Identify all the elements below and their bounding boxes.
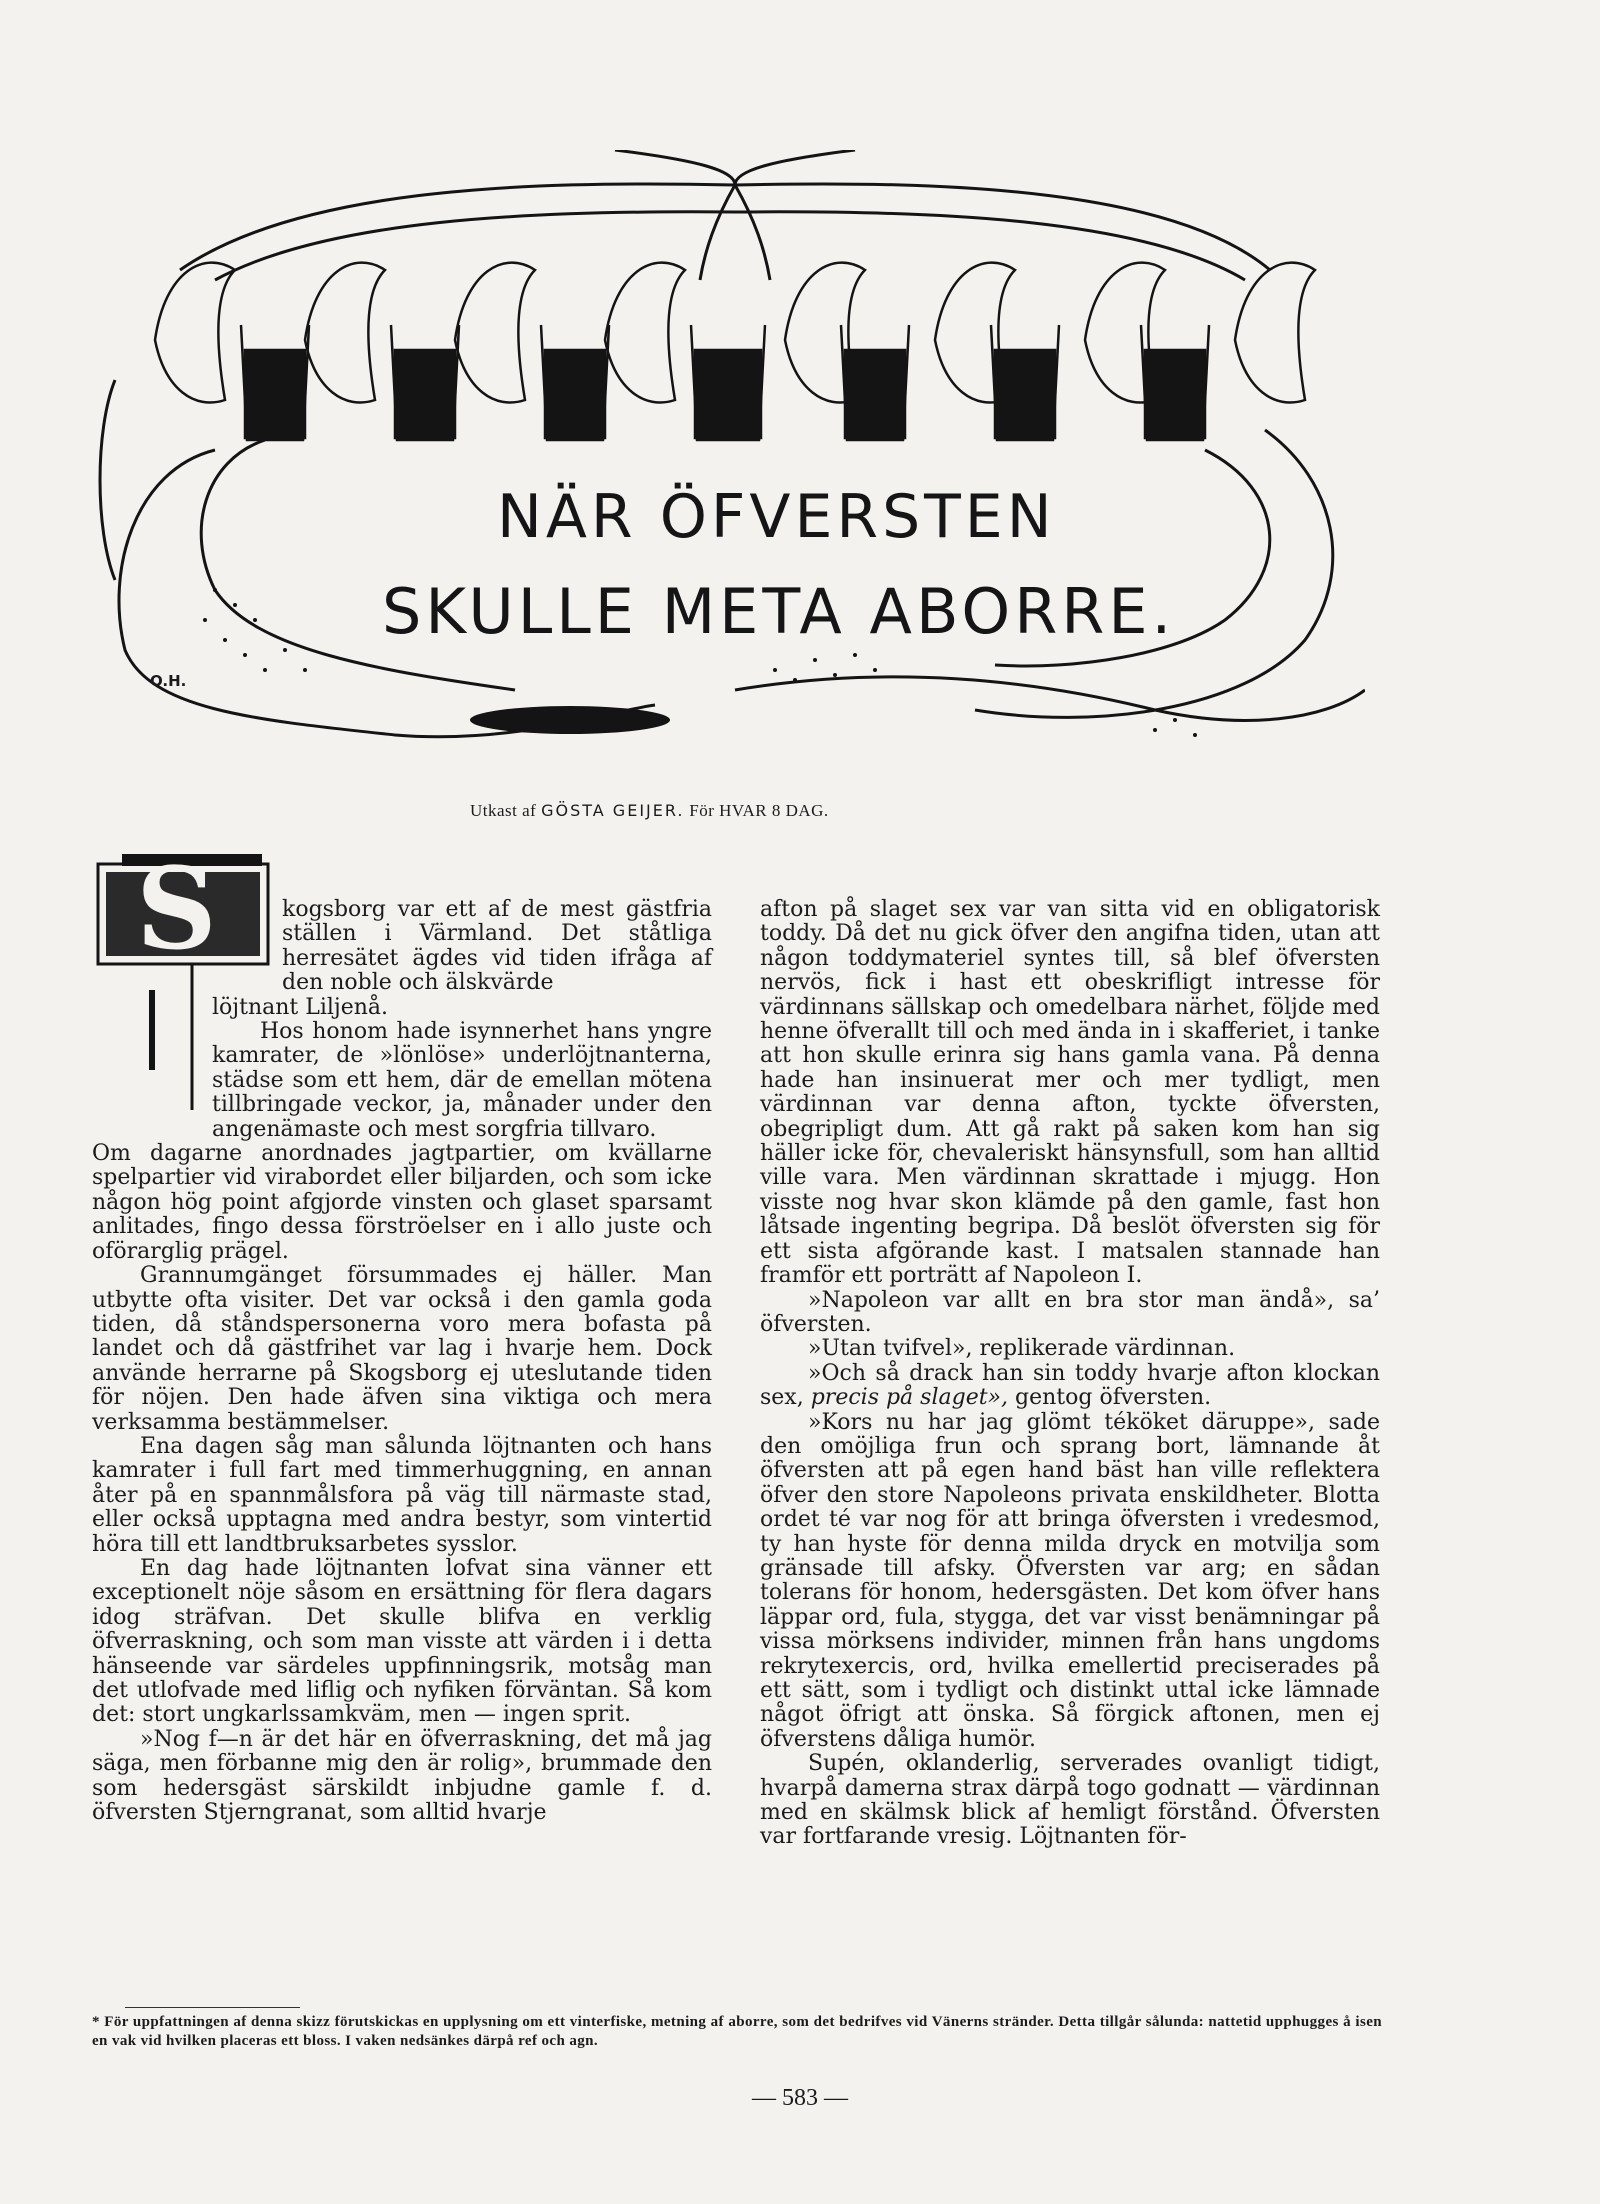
header-illustration xyxy=(95,150,1365,770)
paragraph: Ena dagen såg man sålunda löjtnanten och hans kamrater i full fart med timmerhuggning, en annan åter på en spannmålsfora på väg till närmaste stad, eller också upptagna med andra bestyr, som vintertid höra till ett landtbruksarbetes sysslor. xyxy=(92,1433,712,1557)
text-run: gentog öfversten. xyxy=(1015,1385,1212,1411)
paragraph: En dag hade löjtnanten lofvat sina vänner ett exceptionelt nöje såsom en ersättning för flera dagars idog sträfvan. Det skulle blifva en verklig öfverraskning, och som man visste att värden i i detta hänseende var särdeles uppfinningsrik, motsåg man det utlofvade med liflig och nyfiken förväntan. Så kom det: stort ungkarlssamkväm, men — ingen sprit. xyxy=(92,1555,712,1728)
paragraph: kogsborg var ett af de mest gästfria ställen i Värmland. Det ståtliga herresätet ägdes vid tiden ifråga af den noble och älskvärde xyxy=(282,897,712,996)
paragraph: »Kors nu har jag glömt téköket däruppe», sade den omöjliga frun och sprang bort, lämnande åt öfversten att på egen hand bäst han ville reflektera öfver den store Napoleons privata enskildheter. Blotta ordet té var nog för att bringa öfversten i vredesmod, ty han hyste för denna milda dryck en motvilja som gränsade till afsky. Öfversten var arg; en sådan tolerans för honom, hedersgästen. Det kom öfver hans läppar ord, fula, stygga, det var visst benämningar på vissa mörksens individer, minnen från hans ungdoms rekrytexercis, ord, hvilka emellertid preciserades på ett sätt, som i tydligt och distinkt uttal icke lämnade något öfrigt att önska. Så förgick aftonen, men ej öfverstens dåliga humör. xyxy=(760,1409,1380,1752)
right-column xyxy=(760,898,1380,1850)
title-line-2: SKULLE META ABORRE. xyxy=(382,575,1176,648)
emphasis: precis på slaget», xyxy=(810,1385,1009,1411)
byline-prefix: Utkast af xyxy=(470,801,537,820)
dropcap-letter: S xyxy=(136,844,217,975)
paragraph: »Nog f—n är det här en öfverraskning, det må jag säga, men förbanne mig den är rolig», brummade den som hedersgäst särskildt inbjudne gamle f. d. öfversten Stjerngranat, som alltid hvarje xyxy=(92,1726,712,1826)
illustrator-monogram: O.H. xyxy=(150,672,187,690)
byline xyxy=(470,801,1170,821)
page-number: — 583 — xyxy=(752,2085,848,2111)
footnote-rule xyxy=(125,2007,300,2008)
title-line-1: NÄR ÖFVERSTEN xyxy=(497,482,1056,552)
byline-source: För HVAR 8 DAG. xyxy=(689,801,829,820)
paragraph: Supén, oklanderlig, serverades ovanligt tidigt, hvarpå damerna strax därpå togo godnatt — värdinnan med en skälmsk blick af hemligt förstånd. Öfversten var fortfarande vresig. Löjtnanten för- xyxy=(760,1751,1380,1850)
paragraph: Om dagarne anordnades jagtpartier, om kvällarne spelpartier vid virabordet eller biljarden, och som icke någon hög point afgjorde vinsten och glaset sparsamt anlitades, fingo dessa förströelser en i allo juste och oförarglig prägel. xyxy=(92,1141,712,1264)
footnote: * För uppfattningen af denna skizz förutskickas en upplysning om ett vinterfiske, metning af aborre, som det bedrifves vid Vänerns stränder. Detta tillgår sålunda: nattetid upphugges å isen en vak vid hvilken placeras ett bloss. I vaken nedsänkes därpå ref och agn. xyxy=(92,2014,1382,2049)
paragraph xyxy=(760,1362,1380,1411)
paragraph: Hos honom hade isynnerhet hans yngre kamrater, de »lönlöse» underlöjtnanterna, städse som ett hem, där de emellan mötena tillbringade veckor, ja, månader under den angenämaste och mest sorgfria tillvaro. xyxy=(212,1019,712,1142)
byline-author: GÖSTA GEIJER. xyxy=(541,801,685,820)
left-column xyxy=(92,898,712,1825)
paragraph: afton på slaget sex var van sitta vid en obligatorisk toddy. Då det nu gick öfver den angifna tiden, utan att någon toddymateriel syntes till, så blef öfversten nervös, fick i hast ett obeskrifligt intresse för värdinnans sällskap och omedelbara närhet, följde med henne öfverallt till och med ända in i skafferiet, i tanke att hon skulle erinra sig hans gamla vana. På denna hade han insinuerat mer och mer tydligt, men värdinnan var denna afton, tyckte öfversten, obegripligt dum. Att gå rakt på saken kom han sig häller icke för, chevaleriskt hänsynsfull, som han alltid ville vara. Men värdinnan skrattade i mjugg. Hon visste nog hvar skon klämde på den gamle, fast hon låtsade ingenting begripa. Då beslöt öfversten sig för ett sista afgörande kast. I matsalen stannade han framför ett porträtt af Napoleon I. xyxy=(760,897,1380,1289)
paragraph: löjtnant Liljenå. xyxy=(212,994,389,1020)
paragraph: Grannumgänget försummades ej häller. Man utbytte ofta visiter. Det var också i den gamla goda tiden, då ståndspersonerna voro mera bofasta på landet och då gästfrihet var lag i hvarje hem. Dock använde herrarne på Skogsborg ej uteslutande tiden för nöjen. Den hade äfven sina viktiga och mera verksamma bestämmelser. xyxy=(92,1263,712,1435)
text-run: »Och så drack han sin toddy hvarje afton klockan sex, xyxy=(760,1360,1380,1411)
paragraph: »Utan tvifvel», replikerade värdinnan. xyxy=(808,1336,1236,1362)
paragraph: »Napoleon var allt en bra stor man ändå», sa’ öfversten. xyxy=(760,1287,1380,1337)
